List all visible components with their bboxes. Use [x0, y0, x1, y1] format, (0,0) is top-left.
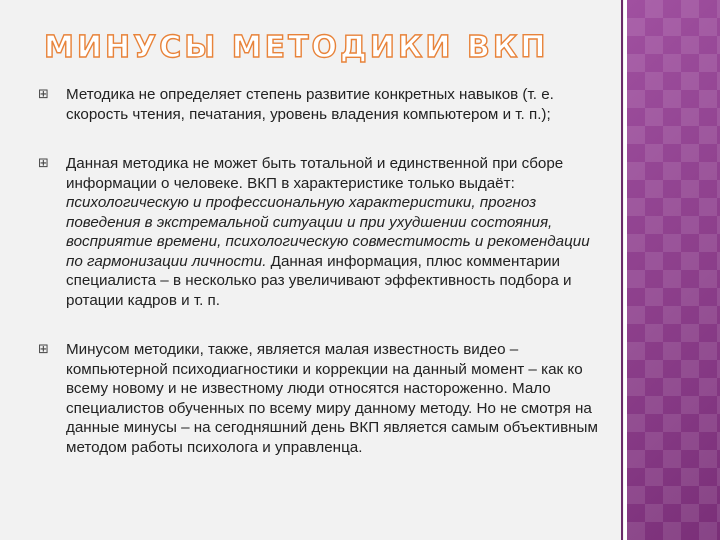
bullet-icon: ⊞ — [38, 342, 49, 357]
bullet-text-2-end: Данная информация, плюс комментарии специалиста – в несколько раз увеличивают эффективность подбора и ротации кадров и т. п. — [66, 252, 572, 309]
bullet-text-1: Методика не определяет степень развитие конкретных навыков (т. е. скорость чтения, печатания, уровень владения компьютером и т. п.); — [66, 86, 554, 123]
bullet-icon: ⊞ — [38, 156, 49, 171]
bullet-list — [36, 85, 608, 457]
bullet-item-1 — [36, 85, 608, 124]
decorative-side-band — [627, 0, 720, 540]
bullet-item-2 — [36, 154, 608, 310]
bullet-text-2-start: Данная методика не может быть тотальной и единственной при сборе информации о человеке. ВКП в характеристике только выдаёт: — [66, 155, 564, 192]
bullet-text-3: Минусом методики, также, является малая известность видео – компьютерной психодиагностики и коррекции на данный момент – как ко всему новому и не известному люди относятся настороженно. Мало специалистов обученных по всему миру данному методу. Но не смотря на данные минусы – на сегодняшний день ВКП является самым объективным методом работы психолога и управленца. — [66, 341, 598, 456]
slide-title: МИНУСЫ МЕТОДИКИ ВКП — [44, 30, 549, 65]
bullet-icon: ⊞ — [38, 87, 49, 102]
bullet-text-2-italic: психологическую и профессиональную характеристики, прогноз поведения в экстремальной ситуации и при ухудшении состояния, восприятие времени, психологическую совместимость и рекомендации по гармонизации личности. — [66, 194, 590, 270]
bullet-item-3 — [36, 340, 608, 457]
side-divider-line — [621, 0, 623, 540]
